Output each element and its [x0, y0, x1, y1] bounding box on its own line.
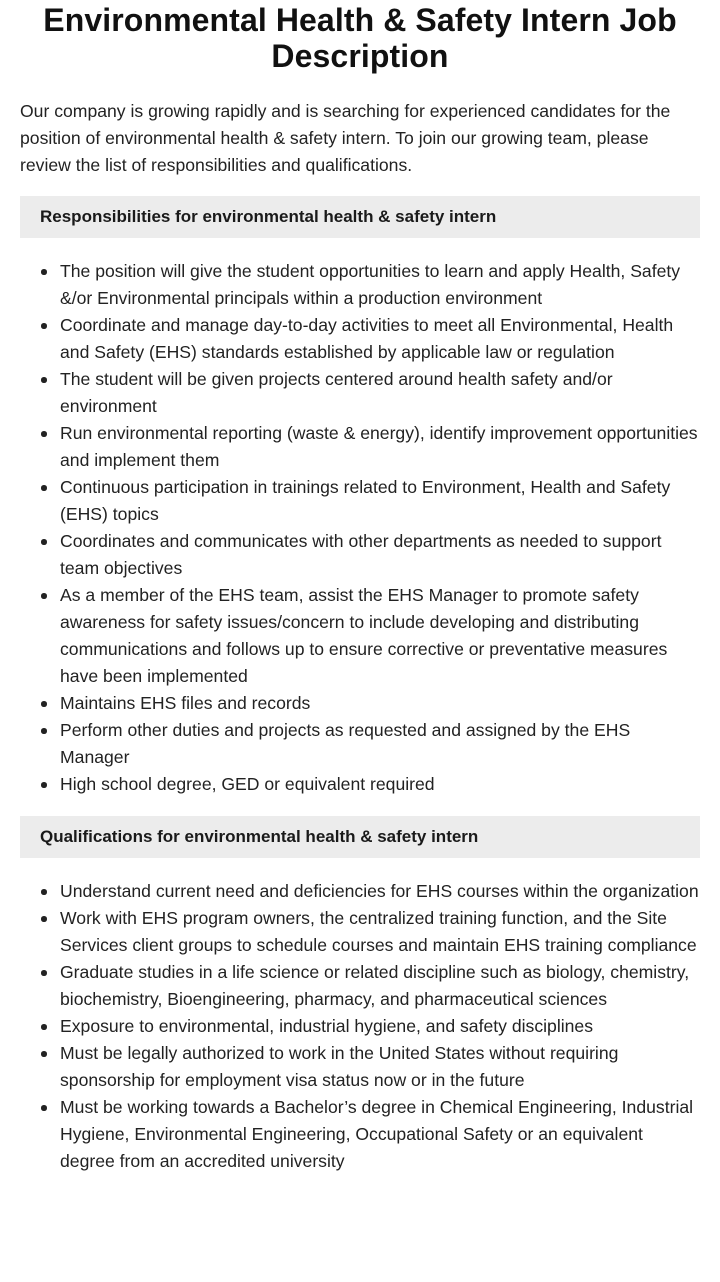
list-item: [60, 312, 700, 366]
bullet-icon: [41, 593, 47, 599]
list-item-text: Work with EHS program owners, the centralized training function, and the Site Services client groups to schedule courses and maintain EHS training compliance: [60, 908, 697, 955]
list-item-text: Coordinates and communicates with other departments as needed to support team objectives: [60, 531, 662, 578]
list-item-text: Understand current need and deficiencies for EHS courses within the organization: [60, 881, 699, 901]
bullet-icon: [41, 539, 47, 545]
bullet-icon: [41, 701, 47, 707]
bullet-icon: [41, 485, 47, 491]
bullet-icon: [41, 1024, 47, 1030]
list-item: [60, 878, 700, 905]
list-item: [60, 366, 700, 420]
list-item-text: The student will be given projects centered around health safety and/or environment: [60, 369, 613, 416]
list-item: [60, 717, 700, 771]
list-item-text: Graduate studies in a life science or related discipline such as biology, chemistry, biochemistry, Bioengineering, pharmacy, and pharmaceutical sciences: [60, 962, 690, 1009]
responsibilities-heading: Responsibilities for environmental health & safety intern: [20, 196, 700, 238]
bullet-icon: [41, 323, 47, 329]
bullet-icon: [41, 970, 47, 976]
list-item-text: High school degree, GED or equivalent required: [60, 774, 435, 794]
page-title: Environmental Health & Safety Intern Job Description: [43, 2, 677, 74]
bullet-icon: [41, 431, 47, 437]
list-item-text: Coordinate and manage day-to-day activities to meet all Environmental, Health and Safety (EHS) standards established by applicable law or regulation: [60, 315, 674, 362]
list-item-text: Must be legally authorized to work in the United States without requiring sponsorship for employment visa status now or in the future: [60, 1043, 619, 1090]
list-item-text: Exposure to environmental, industrial hygiene, and safety disciplines: [60, 1016, 594, 1036]
list-item: [60, 905, 700, 959]
bullet-icon: [41, 782, 47, 788]
job-description-page: [0, 2, 720, 1175]
list-item: [60, 1040, 700, 1094]
list-item: [60, 528, 700, 582]
qualifications-list: [20, 878, 700, 1175]
list-item: [60, 690, 700, 717]
list-item: [60, 771, 700, 798]
list-item: [60, 420, 700, 474]
list-item-text: Run environmental reporting (waste & energy), identify improvement opportunities and implement them: [60, 423, 698, 470]
list-item: [60, 474, 700, 528]
list-item-text: The position will give the student opportunities to learn and apply Health, Safety &/or Environmental principals within a production environment: [60, 261, 681, 308]
qualifications-heading: Qualifications for environmental health & safety intern: [20, 816, 700, 858]
list-item-text: Maintains EHS files and records: [60, 693, 311, 713]
bullet-icon: [41, 1051, 47, 1057]
bullet-icon: [41, 377, 47, 383]
list-item: [60, 1013, 700, 1040]
bullet-icon: [41, 916, 47, 922]
list-item: [60, 1094, 700, 1175]
list-item-text: Continuous participation in trainings related to Environment, Health and Safety (EHS) topics: [60, 477, 671, 524]
list-item-text: As a member of the EHS team, assist the EHS Manager to promote safety awareness for safety issues/concern to include developing and distributing communications and follows up to ensure corrective or preventative measures have been implemented: [60, 585, 668, 686]
bullet-icon: [41, 728, 47, 734]
bullet-icon: [41, 269, 47, 275]
list-item: [60, 258, 700, 312]
list-item-text: Must be working towards a Bachelor’s degree in Chemical Engineering, Industrial Hygiene, Environmental Engineering, Occupational Safety or an equivalent degree from an accredited university: [60, 1097, 694, 1171]
responsibilities-list: [20, 258, 700, 798]
list-item-text: Perform other duties and projects as requested and assigned by the EHS Manager: [60, 720, 631, 767]
bullet-icon: [41, 889, 47, 895]
list-item: [60, 959, 700, 1013]
intro-paragraph: Our company is growing rapidly and is searching for experienced candidates for the position of environmental health & safety intern. To join our growing team, please review the list of responsibilities and qualifications.: [20, 101, 671, 175]
bullet-icon: [41, 1105, 47, 1111]
list-item: [60, 582, 700, 690]
